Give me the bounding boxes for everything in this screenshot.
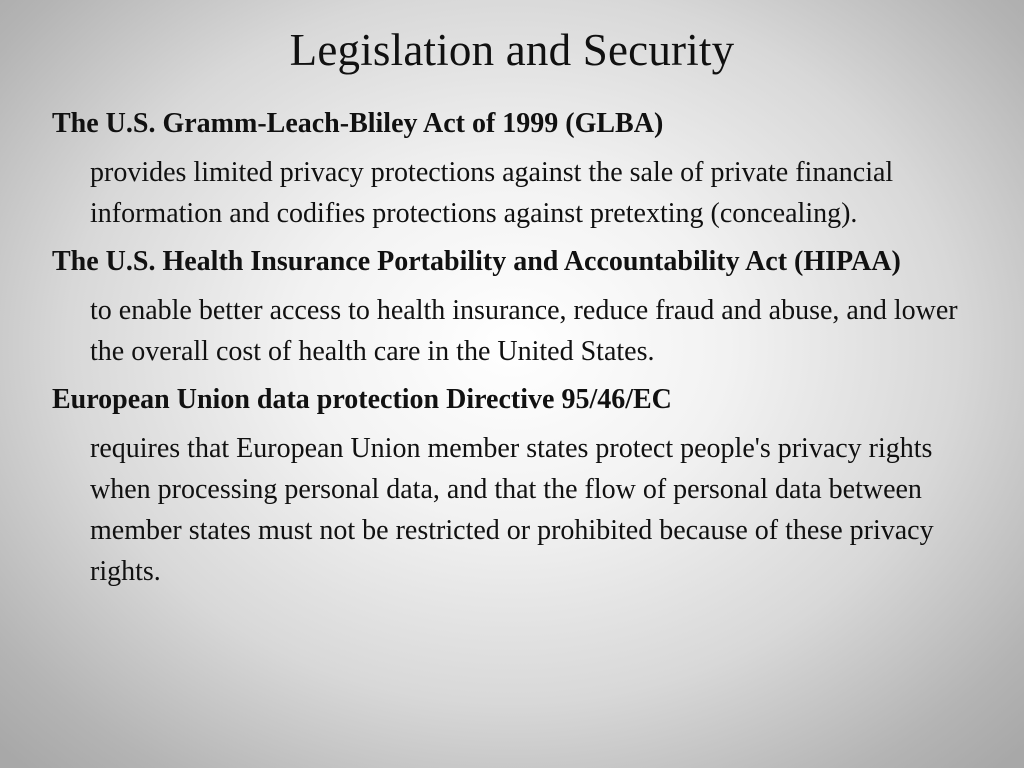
section-heading-eu-directive: European Union data protection Directive 95/46/EC <box>52 384 672 415</box>
section-body-hipaa: to enable better access to health insurance, reduce fraud and abuse, and lower the overall cost of health care in the United States. <box>90 295 958 367</box>
section-heading-glba: The U.S. Gramm-Leach-Bliley Act of 1999 (GLBA) <box>52 108 664 139</box>
slide-content <box>52 104 982 600</box>
section-heading-hipaa: The U.S. Health Insurance Portability and Accountability Act (HIPAA) <box>52 246 901 277</box>
section-glba <box>52 104 982 234</box>
section-body-eu-directive: requires that European Union member states protect people's privacy rights when processing personal data, and that the flow of personal data between member states must not be restricted or prohibited because of these privacy rights. <box>90 433 934 587</box>
section-hipaa <box>52 242 982 372</box>
section-eu-directive <box>52 380 982 592</box>
slide-title: Legislation and Security <box>289 25 735 75</box>
section-body-glba: provides limited privacy protections against the sale of private financial information and codifies protections against pretexting (concealing). <box>90 157 894 229</box>
